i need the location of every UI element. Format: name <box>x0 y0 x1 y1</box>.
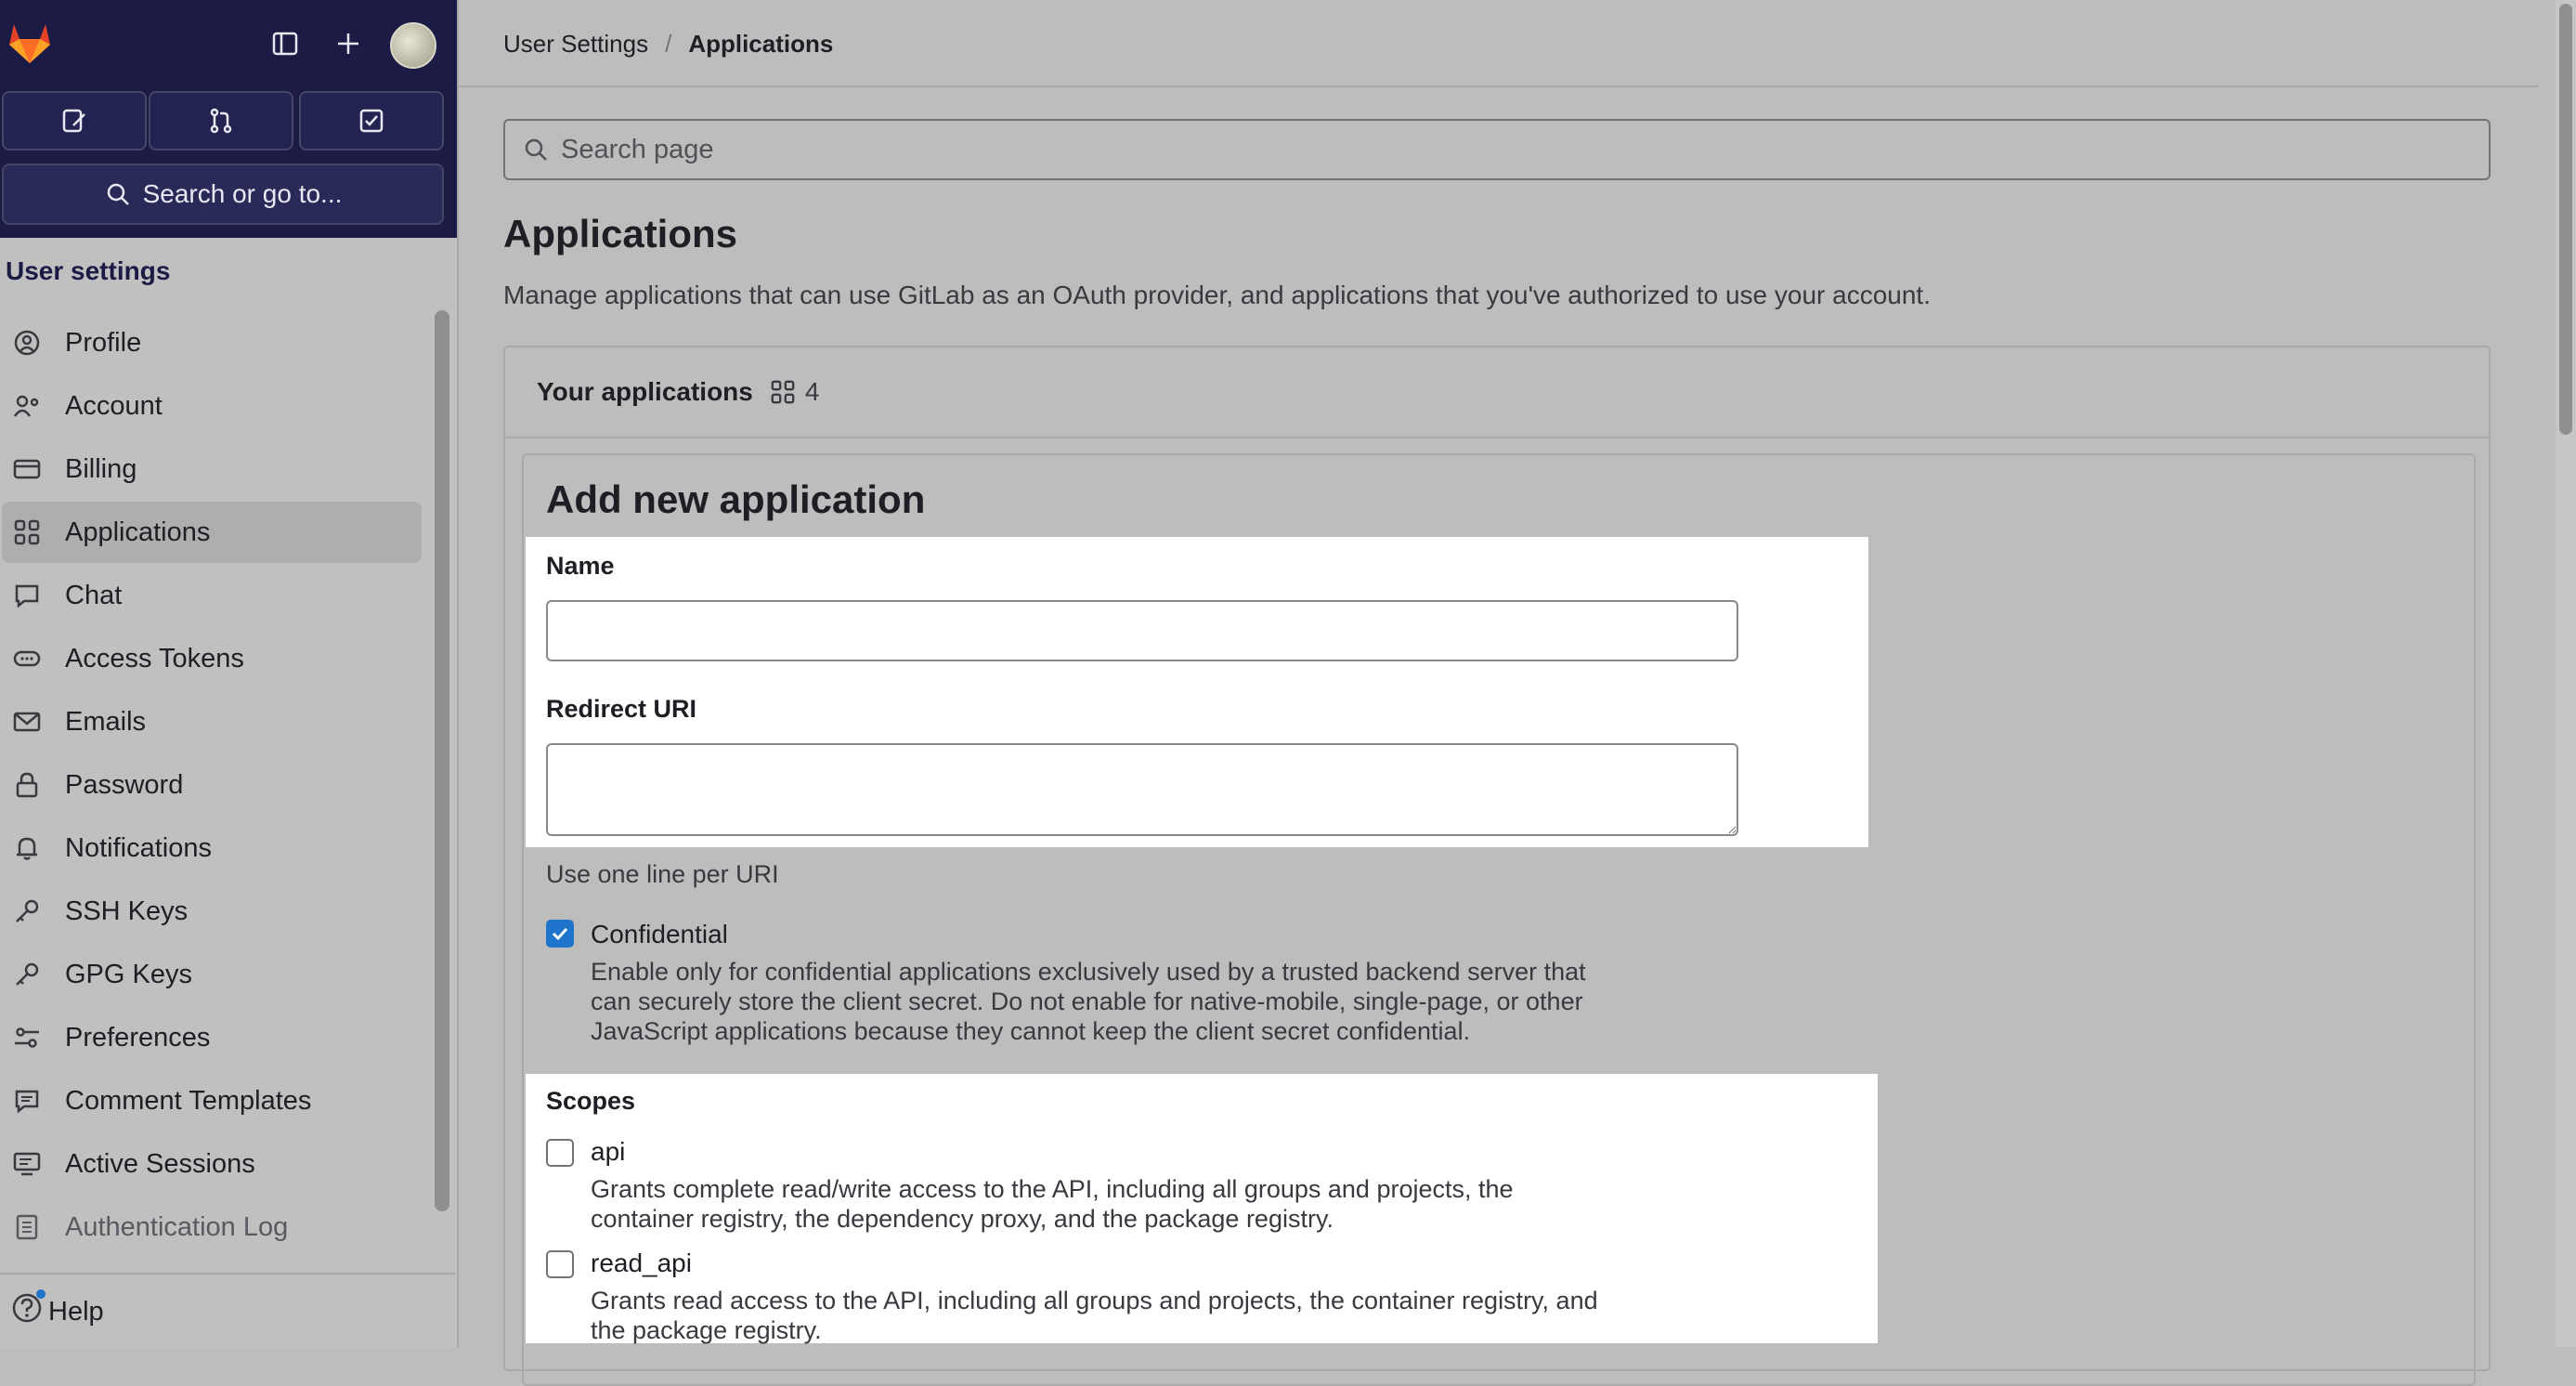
monitor-icon <box>13 1150 41 1178</box>
breadcrumb <box>503 30 833 59</box>
issues-button[interactable] <box>2 91 147 150</box>
sidebar-item-label: Billing <box>65 453 137 484</box>
sidebar-item-label: Access Tokens <box>65 643 244 673</box>
sidebar-item-emails[interactable] <box>2 691 422 752</box>
sidebar-item-label: Account <box>65 390 163 421</box>
sidebar-item-label: Authentication Log <box>65 1211 289 1242</box>
sidebar <box>0 0 459 1347</box>
lock-icon <box>13 771 41 799</box>
sidebar-item-label: Notifications <box>65 832 212 863</box>
applications-count-badge <box>770 377 820 407</box>
sidebar-section-title: User settings <box>6 256 171 285</box>
confidential-label[interactable]: Confidential <box>591 920 728 948</box>
email-icon <box>13 708 41 736</box>
sidebar-item-label: Comment Templates <box>65 1085 312 1116</box>
redirect-uri-help: Use one line per URI <box>546 860 779 888</box>
sidebar-item-chat[interactable] <box>2 565 422 626</box>
gitlab-logo-icon[interactable] <box>4 17 56 69</box>
page-description: Manage applications that can use GitLab as an OAuth provider, and applications that you've authorized to use your account. <box>503 281 1931 309</box>
confidential-desc-line-1: Enable only for confidential applications exclusively used by a trusted backend server that <box>591 958 1586 986</box>
confidential-description <box>591 957 1733 1046</box>
applications-icon <box>770 379 796 405</box>
applications-count: 4 <box>804 377 820 406</box>
comment-icon <box>13 1087 41 1115</box>
help-icon <box>11 1292 43 1331</box>
scope-read-api-checkbox[interactable] <box>546 1250 574 1278</box>
log-icon <box>13 1213 41 1241</box>
your-applications-title: Your applications <box>537 377 753 406</box>
search-icon <box>522 136 550 163</box>
sidebar-nav <box>2 312 422 1260</box>
key-icon <box>13 897 41 925</box>
search-icon <box>104 180 132 208</box>
check-icon <box>550 923 570 944</box>
top-bar <box>459 0 2539 87</box>
scope-api-label[interactable]: api <box>591 1137 626 1166</box>
scopes-label: Scopes <box>546 1087 636 1115</box>
help-label: Help <box>48 1296 104 1327</box>
main-scrollbar[interactable] <box>2556 0 2576 1347</box>
scope-api-description <box>591 1174 1733 1234</box>
sidebar-item-label: Active Sessions <box>65 1148 255 1179</box>
redirect-uri-label: Redirect URI <box>546 695 697 723</box>
redirect-uri-textarea[interactable] <box>546 743 1738 836</box>
todo-icon <box>357 106 386 136</box>
preferences-icon <box>13 1024 41 1052</box>
help-button[interactable] <box>0 1273 455 1349</box>
notification-dot <box>36 1289 46 1299</box>
confidential-checkbox[interactable] <box>546 920 574 948</box>
search-page-placeholder: Search page <box>561 134 714 164</box>
breadcrumb-current[interactable]: Applications <box>688 30 834 58</box>
sidebar-item-label: Password <box>65 769 184 800</box>
sidebar-item-label: Chat <box>65 580 123 610</box>
scope-api-desc-line-1: Grants complete read/write access to the API, including all groups and projects, the <box>591 1175 1514 1203</box>
confidential-desc-line-3: JavaScript applications because they cannot keep the client secret confidential. <box>591 1017 1471 1045</box>
sidebar-item-active-sessions[interactable] <box>2 1133 422 1195</box>
sidebar-item-label: Preferences <box>65 1022 211 1053</box>
billing-icon <box>13 455 41 483</box>
merge-requests-button[interactable] <box>149 91 293 150</box>
breadcrumb-user-settings[interactable]: User Settings <box>503 30 649 58</box>
bell-icon <box>13 834 41 862</box>
sidebar-item-ssh-keys[interactable] <box>2 881 422 942</box>
plus-icon[interactable] <box>325 20 371 67</box>
name-input[interactable] <box>546 600 1738 661</box>
sidebar-item-preferences[interactable] <box>2 1007 422 1068</box>
main-scrollbar-thumb[interactable] <box>2559 4 2572 435</box>
add-application-heading: Add new application <box>546 477 926 521</box>
sidebar-item-account[interactable] <box>2 375 422 437</box>
key-icon <box>13 961 41 988</box>
sidebar-item-billing[interactable] <box>2 438 422 500</box>
sidebar-item-access-tokens[interactable] <box>2 628 422 689</box>
todos-button[interactable] <box>299 91 444 150</box>
applications-icon <box>13 518 41 546</box>
add-application-form <box>522 453 2476 1386</box>
merge-request-icon <box>206 106 236 136</box>
scopes-panel <box>526 1074 1878 1343</box>
search-or-go-button[interactable] <box>2 163 444 225</box>
sidebar-item-label: Profile <box>65 327 142 358</box>
sidebar-item-authentication-log[interactable] <box>2 1196 422 1258</box>
confidential-desc-line-2: can securely store the client secret. Do not enable for native-mobile, single-page, or other <box>591 987 1583 1015</box>
sidebar-item-password[interactable] <box>2 754 422 816</box>
scope-read-api-desc-line-1: Grants read access to the API, including all groups and projects, the container registry, and <box>591 1287 1598 1314</box>
scope-read-api-description <box>591 1286 1733 1345</box>
sidebar-scrollbar[interactable] <box>435 310 449 1211</box>
sidebar-item-comment-templates[interactable] <box>2 1070 422 1131</box>
avatar[interactable] <box>390 22 436 69</box>
sidebar-item-applications[interactable] <box>2 502 422 563</box>
your-applications-header <box>505 347 2489 438</box>
chat-icon <box>13 582 41 609</box>
sidebar-item-notifications[interactable] <box>2 817 422 879</box>
scope-read-api-label[interactable]: read_api <box>591 1249 692 1277</box>
account-icon <box>13 392 41 420</box>
search-or-go-label: Search or go to... <box>142 179 343 208</box>
name-redirect-panel <box>526 537 1868 847</box>
breadcrumb-separator: / <box>665 30 672 58</box>
sidebar-header <box>0 0 457 238</box>
page-title: Applications <box>503 212 738 255</box>
sidebar-item-gpg-keys[interactable] <box>2 944 422 1005</box>
name-label: Name <box>546 552 615 580</box>
scope-api-desc-line-2: container registry, the dependency proxy, and the package registry. <box>591 1205 1334 1233</box>
sidebar-item-label: Emails <box>65 706 147 737</box>
issues-icon <box>59 106 89 136</box>
sidebar-item-label: Applications <box>65 516 211 547</box>
token-icon <box>13 645 41 673</box>
search-page-input[interactable] <box>503 119 2491 180</box>
sidebar-toggle-icon[interactable] <box>262 20 308 67</box>
your-applications-card <box>503 346 2491 1371</box>
scope-api-checkbox[interactable] <box>546 1139 574 1167</box>
sidebar-item-profile[interactable] <box>2 312 422 373</box>
scope-read-api-desc-line-2: the package registry. <box>591 1316 822 1344</box>
sidebar-item-label: GPG Keys <box>65 959 192 989</box>
profile-icon <box>13 329 41 357</box>
sidebar-item-label: SSH Keys <box>65 896 189 926</box>
